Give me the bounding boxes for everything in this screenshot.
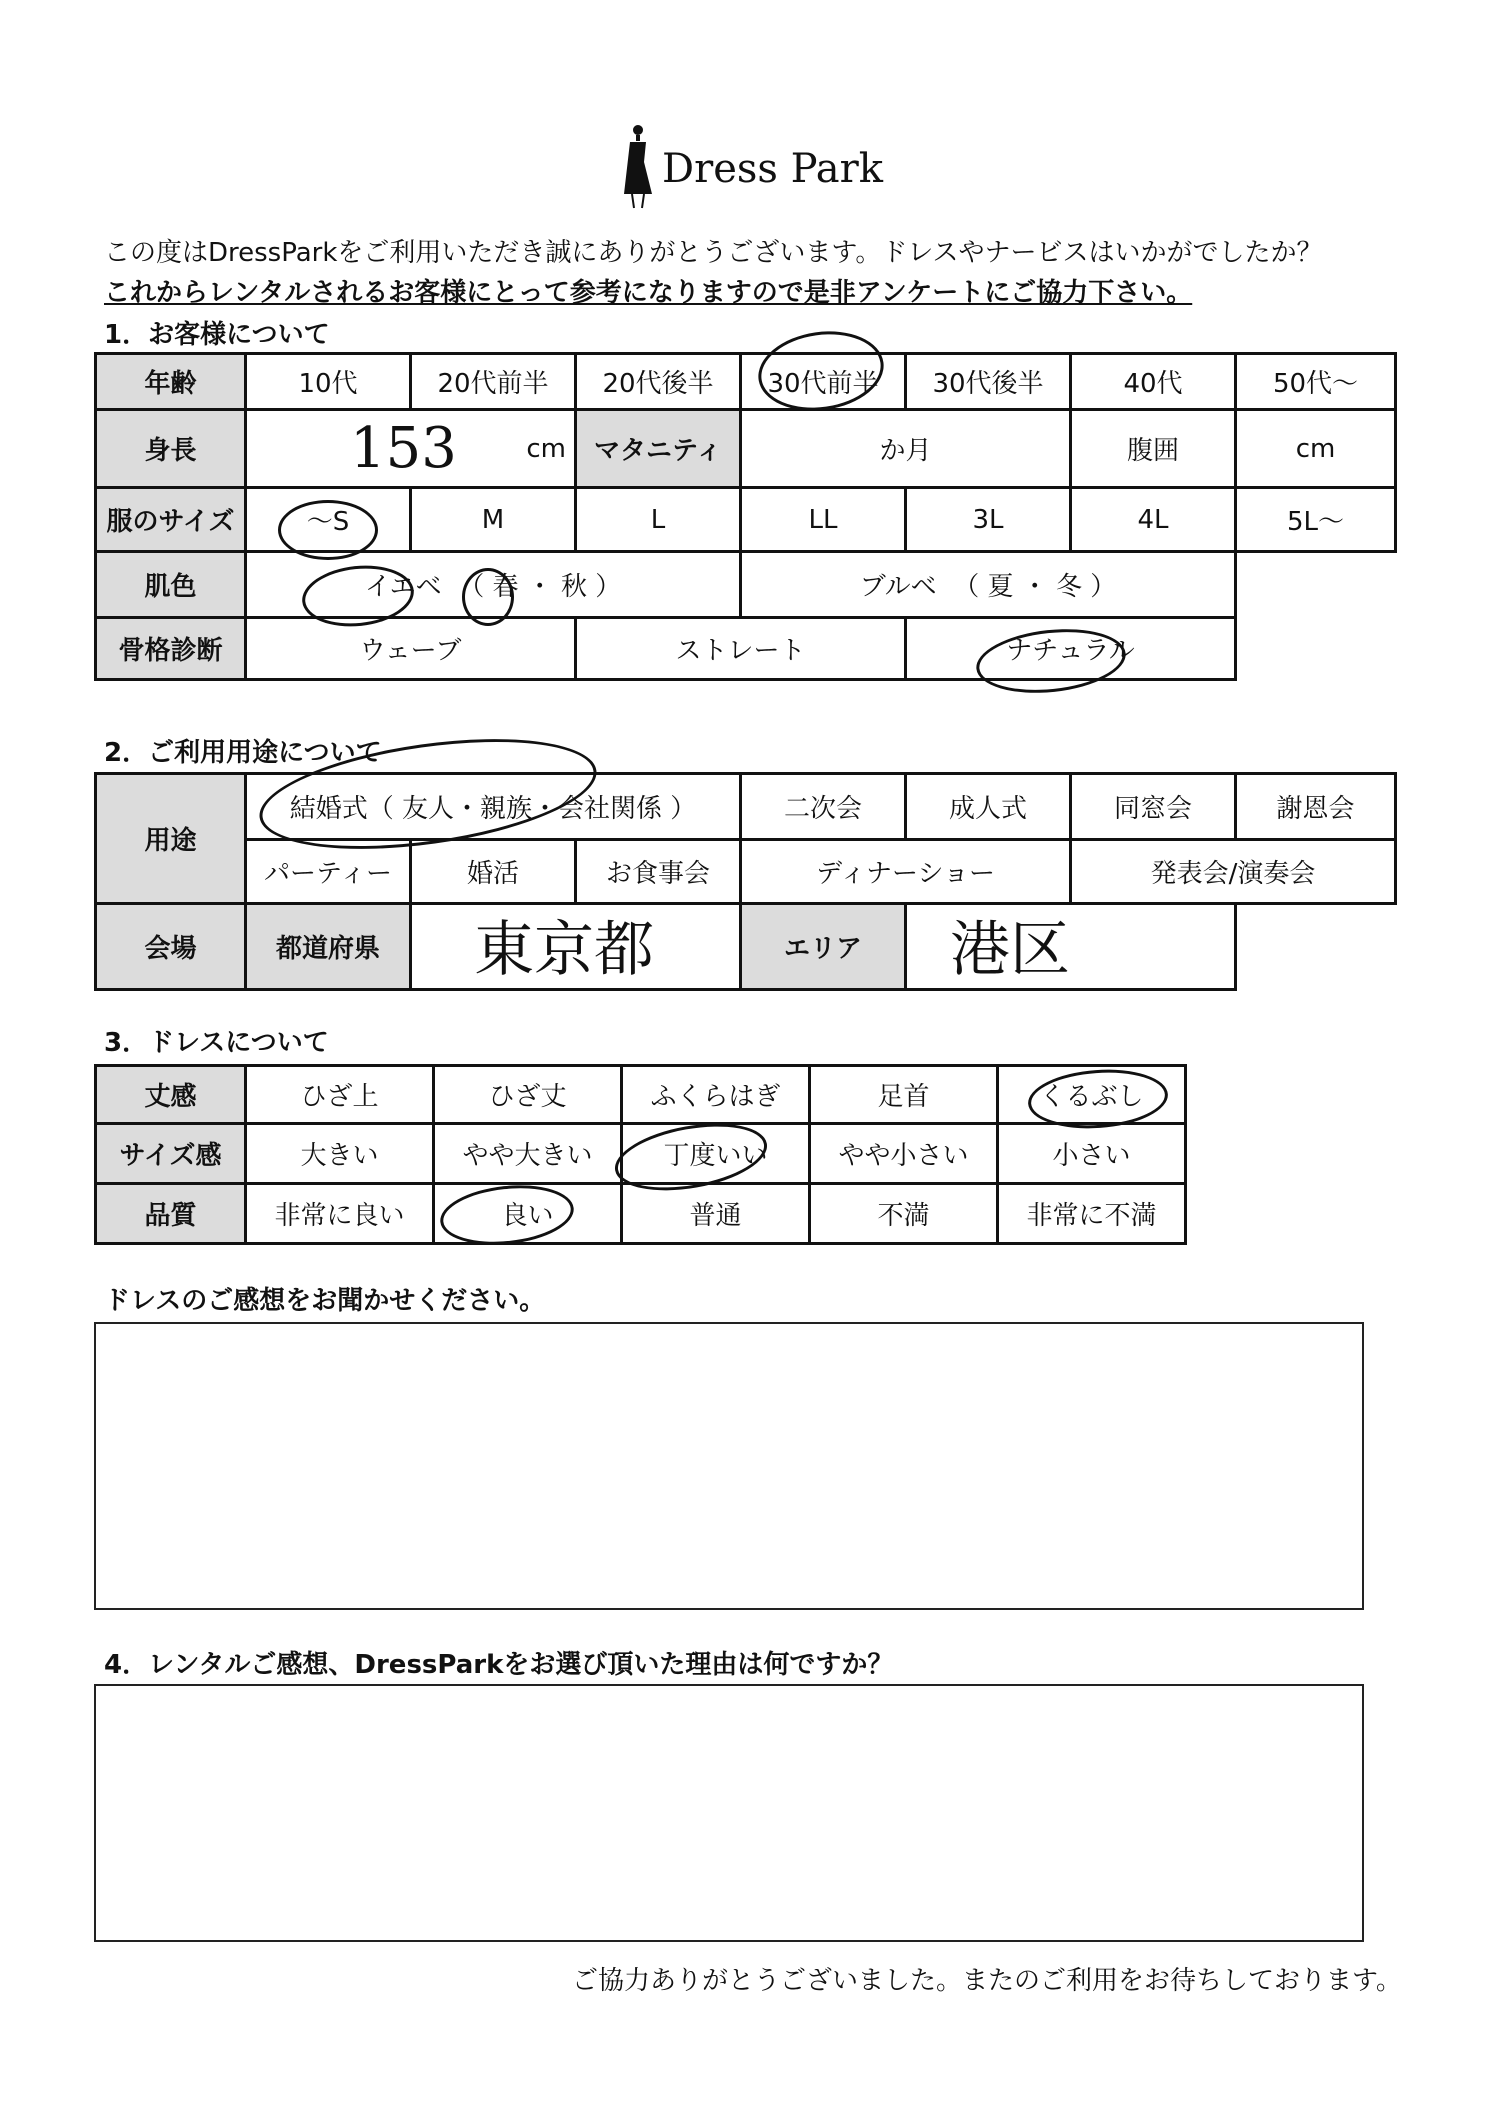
usage-option[interactable]: お食事会 — [576, 840, 741, 904]
prefecture-handwritten: 東京都 — [474, 915, 654, 985]
usage-row-1 — [96, 774, 1396, 840]
area-label: エリア — [741, 904, 906, 990]
quality-option-selected[interactable]: 良い — [434, 1184, 622, 1244]
skin-yellow-option[interactable] — [246, 552, 741, 618]
venue-label: 会場 — [96, 904, 246, 990]
dress-comment-textarea[interactable] — [94, 1322, 1364, 1610]
frame-label: 骨格診断 — [96, 618, 246, 680]
usage-option[interactable]: 二次会 — [741, 774, 906, 840]
usage-option[interactable]: 婚活 — [411, 840, 576, 904]
quality-row — [96, 1184, 1186, 1244]
area-handwritten: 港区 — [950, 915, 1070, 985]
size-option[interactable]: 3L — [906, 488, 1071, 552]
dress-table — [94, 1064, 1187, 1245]
quality-option[interactable]: 非常に不満 — [998, 1184, 1186, 1244]
height-label: 身長 — [96, 410, 246, 488]
skin-label: 肌色 — [96, 552, 246, 618]
usage-option[interactable]: 成人式 — [906, 774, 1071, 840]
usage-label: 用途 — [96, 774, 246, 904]
customer-table — [94, 352, 1397, 681]
size-option-selected[interactable]: ～S — [246, 488, 411, 552]
frame-row — [96, 618, 1396, 680]
size-row — [96, 488, 1396, 552]
empty-cell — [1236, 618, 1396, 680]
frame-option[interactable]: ウェーブ — [246, 618, 576, 680]
quality-label: 品質 — [96, 1184, 246, 1244]
skin-row — [96, 552, 1396, 618]
size-label: 服のサイズ — [96, 488, 246, 552]
footer-thanks: ご協力ありがとうございました。またのご利用をお待ちしております。 — [572, 1966, 1402, 1996]
waist-label: 腹囲 — [1071, 410, 1236, 488]
age-option-selected[interactable]: 30代前半 — [741, 354, 906, 410]
section2-title: 2．ご利用用途について — [104, 738, 382, 768]
empty-cell — [1236, 904, 1396, 990]
usage-option[interactable]: 発表会/演奏会 — [1071, 840, 1396, 904]
venue-row — [96, 904, 1396, 990]
length-option[interactable]: ふくらはぎ — [622, 1066, 810, 1124]
size-option[interactable]: 5L～ — [1236, 488, 1396, 552]
length-option-selected[interactable]: くるぶし — [998, 1066, 1186, 1124]
fit-option[interactable]: やや大きい — [434, 1124, 622, 1184]
skin-blue-option[interactable] — [741, 552, 1236, 618]
usage-option[interactable]: 謝恩会 — [1236, 774, 1396, 840]
age-label: 年齢 — [96, 354, 246, 410]
length-option[interactable]: 足首 — [810, 1066, 998, 1124]
age-option[interactable]: 10代 — [246, 354, 411, 410]
fit-label: サイズ感 — [96, 1124, 246, 1184]
frame-option[interactable]: ストレート — [576, 618, 906, 680]
intro-line-2: これからレンタルされるお客様にとって参考になりますので是非アンケートにご協力下さい。 — [104, 278, 1193, 308]
quality-option[interactable]: 普通 — [622, 1184, 810, 1244]
month-unit: か月 — [879, 436, 932, 466]
size-option[interactable]: L — [576, 488, 741, 552]
age-option[interactable]: 20代後半 — [576, 354, 741, 410]
dress-comment-prompt: ドレスのご感想をお聞かせください。 — [104, 1286, 546, 1316]
length-option[interactable]: ひざ上 — [246, 1066, 434, 1124]
fit-row — [96, 1124, 1186, 1184]
empty-cell — [1236, 552, 1396, 618]
usage-option[interactable]: 同窓会 — [1071, 774, 1236, 840]
height-unit: cm — [526, 433, 566, 464]
usage-row-2 — [96, 840, 1396, 904]
height-handwritten: 153 — [350, 416, 457, 481]
skin-yellow-seasons: （ 春 ・ 秋 ） — [458, 572, 622, 602]
section4-title: 4．レンタルご感想、DressParkをお選び頂いた理由は何ですか？ — [104, 1650, 894, 1680]
frame-option-selected[interactable]: ナチュラル — [906, 618, 1236, 680]
usage-table — [94, 772, 1397, 991]
length-option[interactable]: ひざ丈 — [434, 1066, 622, 1124]
section1-title: 1．お客様について — [104, 320, 330, 350]
skin-blue-seasons: （ 夏 ・ 冬 ） — [953, 572, 1117, 602]
maternity-months-field[interactable] — [741, 410, 1071, 488]
brand-logo — [600, 118, 900, 218]
size-option[interactable]: LL — [741, 488, 906, 552]
height-row — [96, 410, 1396, 488]
age-row — [96, 354, 1396, 410]
usage-option[interactable]: ディナーショー — [741, 840, 1071, 904]
age-option[interactable]: 30代後半 — [906, 354, 1071, 410]
fit-option-selected[interactable]: 丁度いい — [622, 1124, 810, 1184]
age-option[interactable]: 40代 — [1071, 354, 1236, 410]
section3-title: 3．ドレスについて — [104, 1028, 329, 1058]
age-option[interactable]: 20代前半 — [411, 354, 576, 410]
usage-option[interactable]: パーティー — [246, 840, 411, 904]
size-option[interactable]: 4L — [1071, 488, 1236, 552]
quality-option[interactable]: 非常に良い — [246, 1184, 434, 1244]
dress-silhouette-icon — [618, 122, 658, 212]
intro-line-1: この度はDressParkをご利用いただき誠にありがとうございます。ドレスやナービスはいかがでしたか？ — [104, 238, 1323, 268]
rental-comment-textarea[interactable] — [94, 1684, 1364, 1942]
length-row — [96, 1066, 1186, 1124]
brand-name: Dress Park — [662, 146, 883, 192]
waist-field[interactable] — [1236, 410, 1396, 488]
length-label: 丈感 — [96, 1066, 246, 1124]
maternity-label: マタニティ — [576, 410, 741, 488]
quality-option[interactable]: 不満 — [810, 1184, 998, 1244]
skin-blue-label: ブルベ — [859, 572, 937, 602]
skin-yellow-label: イエベ — [364, 572, 442, 602]
waist-unit: cm — [1295, 433, 1336, 464]
size-option[interactable]: M — [411, 488, 576, 552]
prefecture-label: 都道府県 — [246, 904, 411, 990]
fit-option[interactable]: やや小さい — [810, 1124, 998, 1184]
fit-option[interactable]: 小さい — [998, 1124, 1186, 1184]
fit-option[interactable]: 大きい — [246, 1124, 434, 1184]
age-option[interactable]: 50代～ — [1236, 354, 1396, 410]
usage-option-selected[interactable]: 結婚式（ 友人・親族・会社関係 ） — [246, 774, 741, 840]
